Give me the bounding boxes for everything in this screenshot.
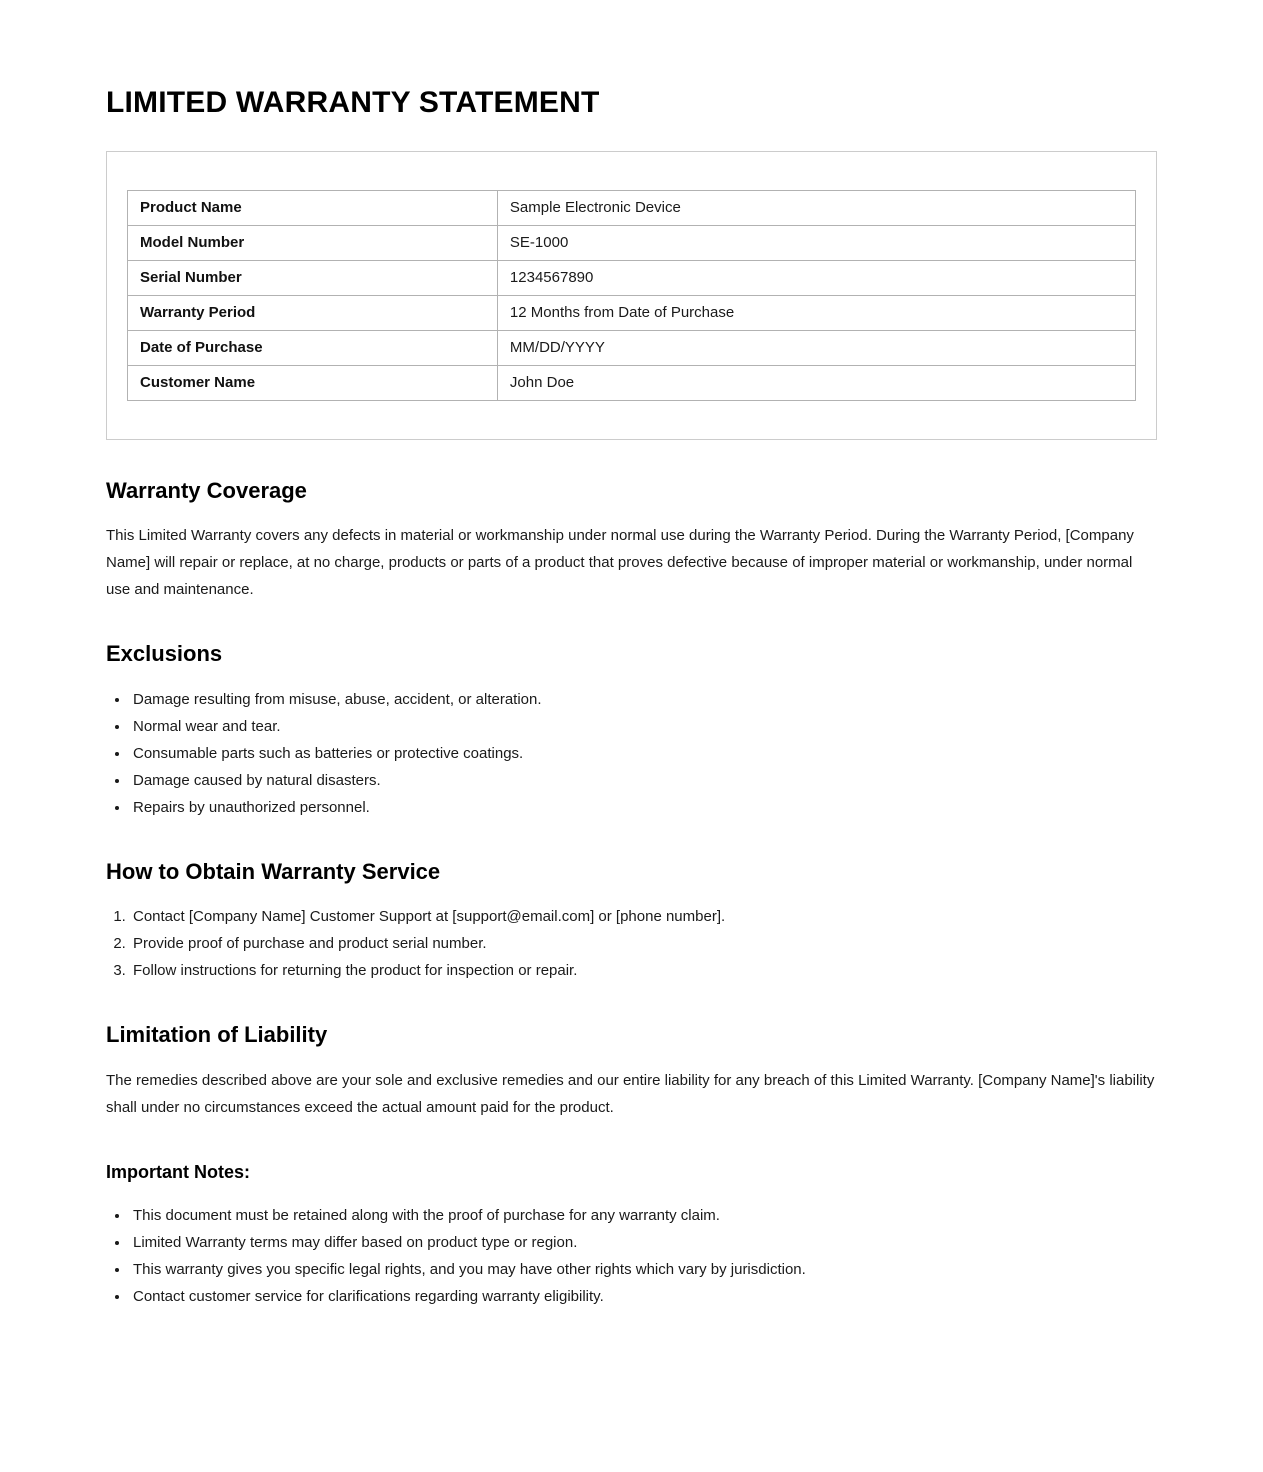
- list-item: 3. Follow instructions for returning the product for inspection or repair.: [130, 957, 1157, 984]
- list-item: • Repairs by unauthorized personnel.: [130, 794, 1157, 821]
- list-item: 1. Contact [Company Name] Customer Support at [support@email.com] or [phone number].: [130, 903, 1157, 930]
- table-row-customer-name: [128, 365, 1136, 400]
- section-heading-exclusions: Exclusions: [106, 641, 223, 666]
- list-item: • This document must be retained along with the proof of purchase for any warranty claim.: [130, 1202, 1157, 1229]
- table-row-warranty-period: [128, 295, 1136, 330]
- row-label: Product Name: [128, 190, 498, 225]
- warranty-info-box: [106, 151, 1157, 440]
- table-row-date-of-purchase: [128, 330, 1136, 365]
- page-title: LIMITED WARRANTY STATEMENT: [106, 86, 600, 119]
- row-label: Model Number: [128, 225, 498, 260]
- section-obtain-service: [106, 858, 1157, 985]
- list-item: • Normal wear and tear.: [130, 713, 1157, 740]
- list-item: • Damage resulting from misuse, abuse, accident, or alteration.: [130, 686, 1157, 713]
- table-row-model-number: [128, 225, 1136, 260]
- list-item: • Contact customer service for clarifications regarding warranty eligibility.: [130, 1283, 1157, 1310]
- row-value: 12 Months from Date of Purchase: [497, 295, 1135, 330]
- obtain-service-steps: [106, 903, 1157, 984]
- section-heading-limitation-of-liability: Limitation of Liability: [106, 1022, 328, 1047]
- section-heading-warranty-coverage: Warranty Coverage: [106, 477, 307, 503]
- table-row-serial-number: [128, 260, 1136, 295]
- warranty-document-page: [106, 86, 1157, 1436]
- list-item: • Damage caused by natural disasters.: [130, 767, 1157, 794]
- list-item: • Consumable parts such as batteries or protective coatings.: [130, 740, 1157, 767]
- row-label: Customer Name: [128, 365, 498, 400]
- table-row-product-name: [128, 190, 1136, 225]
- section-heading-important-notes: Important Notes:: [106, 1161, 250, 1182]
- list-item: 2. Provide proof of purchase and product serial number.: [130, 930, 1157, 957]
- row-label: Serial Number: [128, 260, 498, 295]
- section-limitation-of-liability: [106, 1021, 1157, 1121]
- row-value: MM/DD/YYYY: [497, 330, 1135, 365]
- important-notes-list: [106, 1202, 1157, 1310]
- warranty-info-table: [127, 190, 1136, 401]
- row-value: SE-1000: [497, 225, 1135, 260]
- section-warranty-coverage: [106, 477, 1157, 604]
- row-value: Sample Electronic Device: [497, 190, 1135, 225]
- row-label: Warranty Period: [128, 295, 498, 330]
- section-exclusions: [106, 640, 1157, 821]
- row-value: 1234567890: [497, 260, 1135, 295]
- section-heading-obtain-service: How to Obtain Warranty Service: [106, 858, 441, 884]
- row-value: John Doe: [497, 365, 1135, 400]
- section-important-notes: [106, 1161, 1157, 1310]
- exclusions-list: [106, 686, 1157, 821]
- row-label: Date of Purchase: [128, 330, 498, 365]
- limitation-of-liability-paragraph: The remedies described above are your sole and exclusive remedies and our entire liability for any breach of this Limited Warranty. [Company Name]'s liability shall under no circumstances exceed the actual amount paid for the product.: [106, 1071, 1155, 1116]
- list-item: • Limited Warranty terms may differ based on product type or region.: [130, 1229, 1157, 1256]
- list-item: • This warranty gives you specific legal rights, and you may have other rights which vary by jurisdiction.: [130, 1256, 1157, 1283]
- warranty-coverage-paragraph: This Limited Warranty covers any defects in material or workmanship under normal use during the Warranty Period. During the Warranty Period, [Company Name] will repair or replace, at no charge, products or parts of a product that proves defective because of improper material or workmanship, under normal use and maintenance.: [106, 527, 1134, 598]
